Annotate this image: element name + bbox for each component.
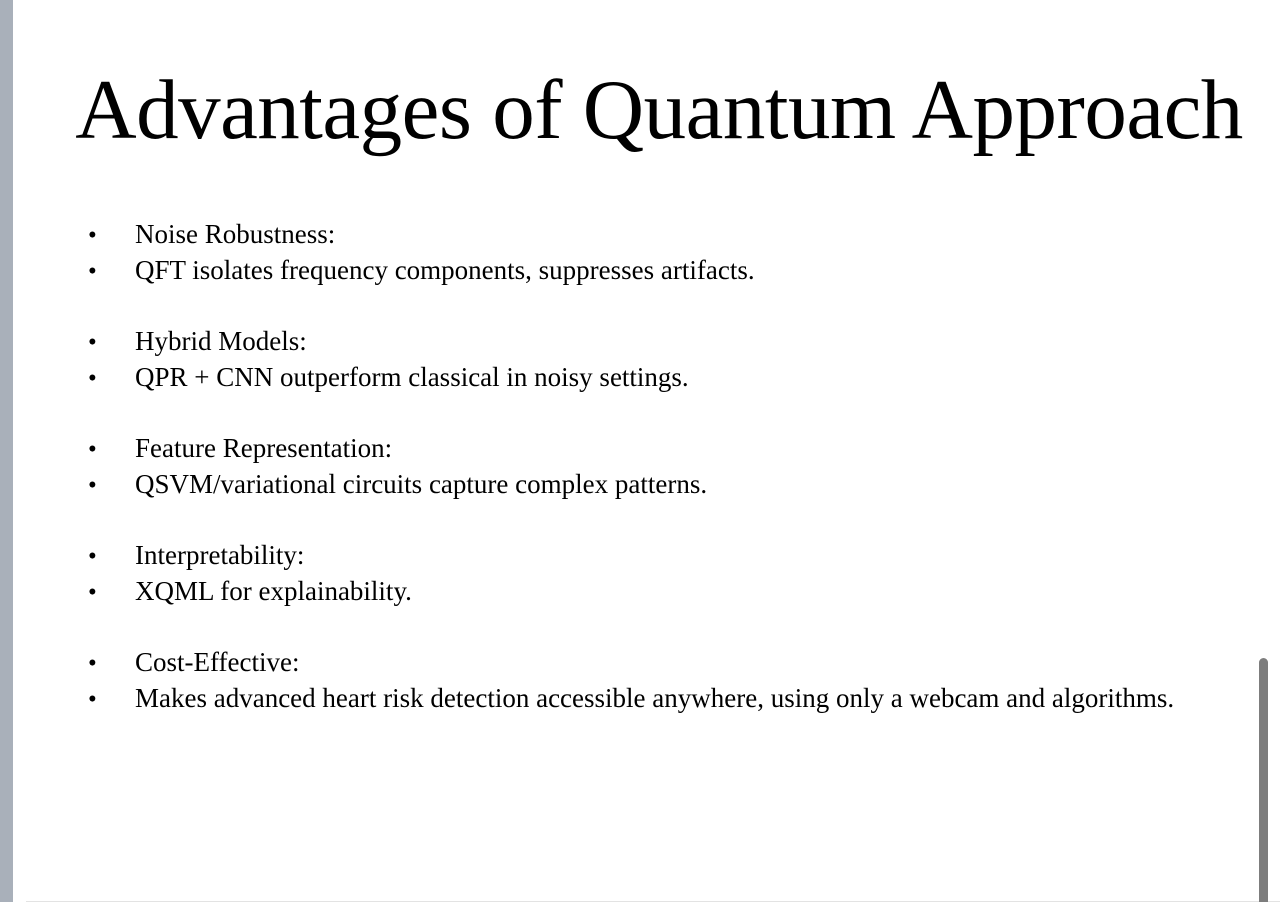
bullet-line bbox=[88, 574, 1280, 610]
bullet-icon: • bbox=[88, 650, 97, 677]
bullet-icon: • bbox=[88, 472, 97, 499]
bullet-line bbox=[88, 538, 1280, 574]
bullet-icon: • bbox=[88, 579, 97, 606]
app-background-strip bbox=[0, 0, 13, 902]
bullet-line bbox=[88, 360, 1280, 396]
bullet-group bbox=[88, 645, 1280, 717]
bullet-detail: QFT isolates frequency components, suppresses artifacts. bbox=[135, 255, 755, 285]
bullet-icon: • bbox=[88, 365, 97, 392]
bullet-heading: Feature Representation: bbox=[135, 433, 393, 463]
bullet-heading: Noise Robustness: bbox=[135, 219, 336, 249]
bullet-group bbox=[88, 431, 1280, 503]
bullet-heading: Hybrid Models: bbox=[135, 326, 307, 356]
bullet-detail: XQML for explainability. bbox=[135, 576, 412, 606]
bullet-icon: • bbox=[88, 258, 97, 285]
bullet-icon: • bbox=[88, 686, 97, 713]
bullet-heading: Cost-Effective: bbox=[135, 647, 300, 677]
bullet-icon: • bbox=[88, 543, 97, 570]
bullet-group bbox=[88, 324, 1280, 396]
bullet-list bbox=[13, 217, 1280, 752]
bullet-detail: Makes advanced heart risk detection accessible anywhere, using only a webcam and algorithms. bbox=[135, 683, 1175, 713]
bullet-detail: QSVM/variational circuits capture complex patterns. bbox=[135, 469, 708, 499]
bullet-heading: Interpretability: bbox=[135, 540, 305, 570]
vertical-scrollbar-thumb[interactable] bbox=[1259, 658, 1268, 902]
slide-canvas bbox=[13, 0, 1280, 902]
bullet-group bbox=[88, 538, 1280, 610]
bullet-line bbox=[88, 645, 1280, 681]
bullet-icon: • bbox=[88, 329, 97, 356]
bullet-icon: • bbox=[88, 436, 97, 463]
bullet-line bbox=[88, 431, 1280, 467]
bullet-line bbox=[88, 324, 1280, 360]
bullet-detail: QPR + CNN outperform classical in noisy settings. bbox=[135, 362, 689, 392]
bullet-line bbox=[88, 467, 1280, 503]
slide-title: Advantages of Quantum Approach bbox=[75, 63, 1243, 157]
bullet-group bbox=[88, 217, 1280, 289]
bullet-line bbox=[88, 217, 1280, 253]
bullet-line bbox=[88, 681, 1280, 717]
bullet-line bbox=[88, 253, 1280, 289]
bullet-icon: • bbox=[88, 222, 97, 249]
